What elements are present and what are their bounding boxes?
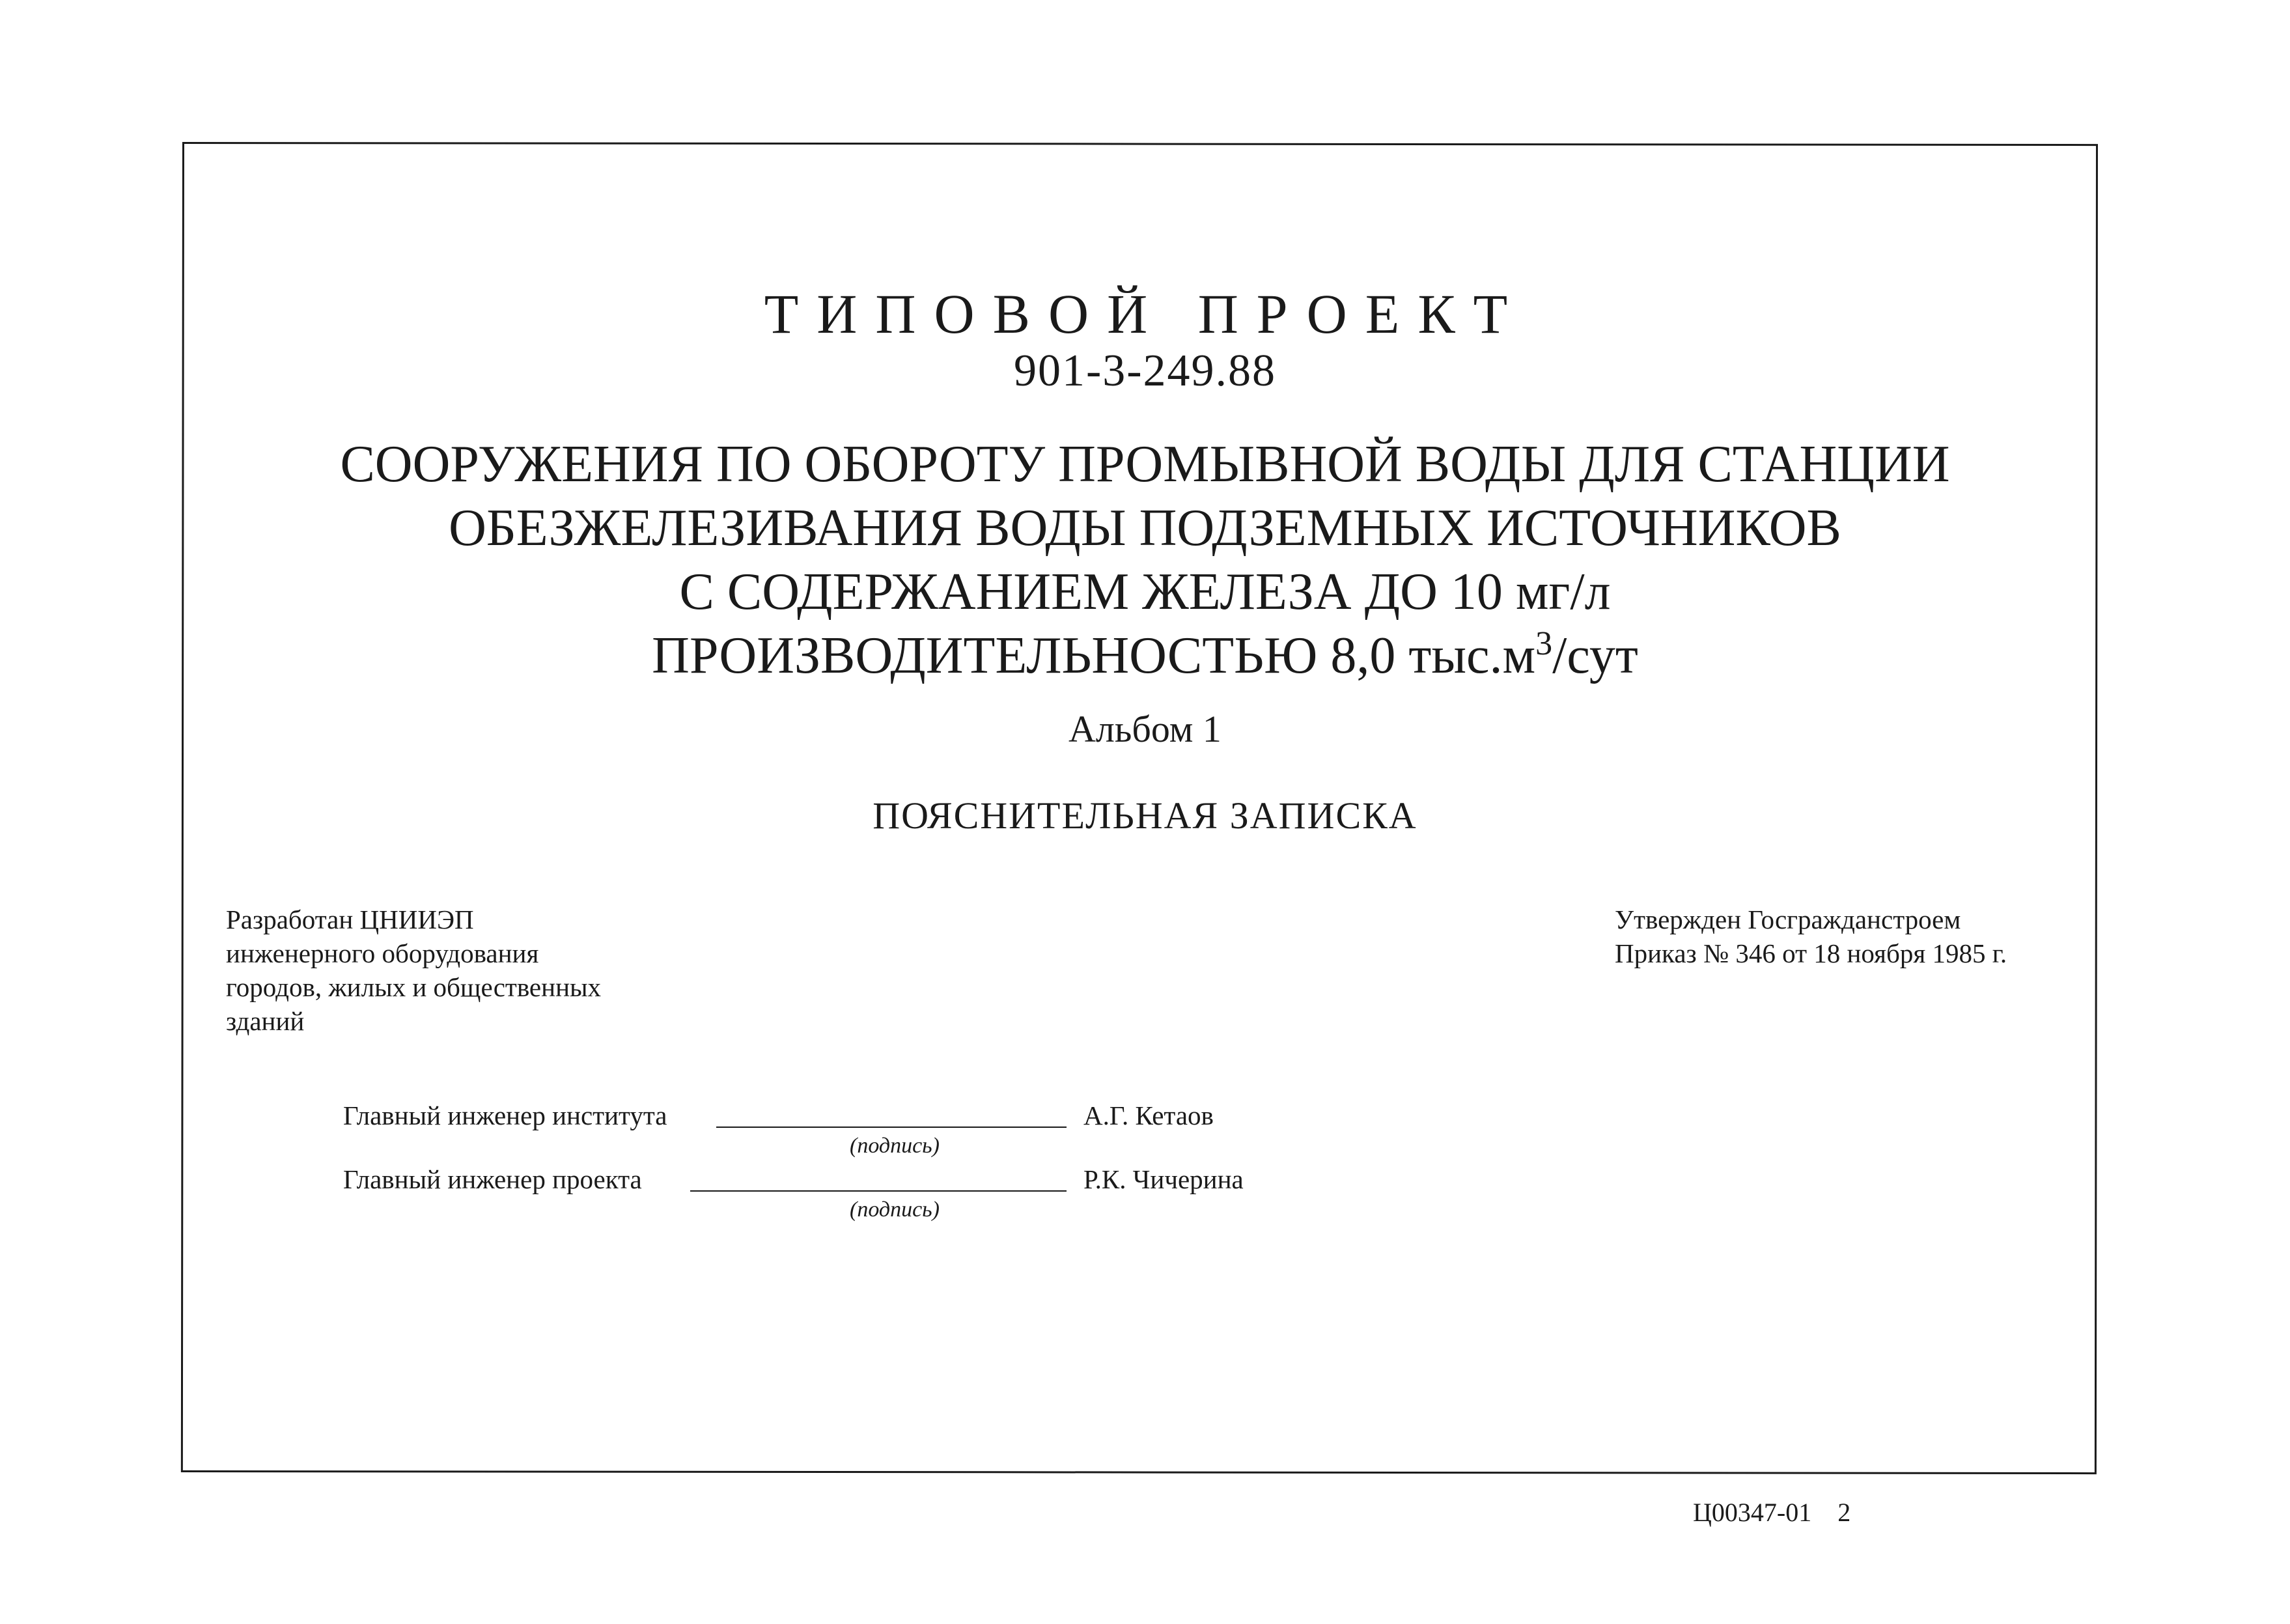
capacity-prefix: ПРОИЗВОДИТЕЛЬНОСТЬЮ 8,0 тыс.м xyxy=(652,627,1536,684)
signature-line xyxy=(690,1190,1067,1192)
developer-line: Разработан ЦНИИЭП xyxy=(226,904,474,934)
approval-block xyxy=(1615,903,2007,970)
capacity-suffix: /сут xyxy=(1552,627,1638,684)
main-title-line: ОБЕЗЖЕЛЕЗИВАНИЯ ВОДЫ ПОДЗЕМНЫХ ИСТОЧНИКОВ xyxy=(449,499,1841,557)
document-subtitle: ПОЯСНИТЕЛЬНАЯ ЗАПИСКА xyxy=(873,794,1417,837)
developer-line: инженерного оборудования xyxy=(226,938,539,968)
signature-caption: (подпись) xyxy=(850,1197,940,1222)
main-title-line: СООРУЖЕНИЯ ПО ОБОРОТУ ПРОМЫВНОЙ ВОДЫ ДЛЯ СТАНЦИИ xyxy=(340,436,1950,493)
developer-block xyxy=(226,903,601,1038)
main-title-line: С СОДЕРЖАНИЕМ ЖЕЛЕЗА ДО 10 мг/л xyxy=(679,563,1611,621)
main-title xyxy=(0,432,2290,688)
developer-line: городов, жилых и общественных xyxy=(226,972,602,1002)
signature-caption: (подпись) xyxy=(850,1134,940,1158)
capacity-line xyxy=(0,624,2290,688)
document-code: Ц00347-01 xyxy=(1693,1498,1812,1527)
signature-role-label: Главный инженер института xyxy=(343,1100,667,1130)
signature-role-label: Главный инженер проекта xyxy=(343,1164,642,1194)
approval-line: Приказ № 346 от 18 ноября 1985 г. xyxy=(1615,938,2007,968)
developer-line: зданий xyxy=(226,1006,305,1036)
approval-line: Утвержден Госгражданстроем xyxy=(1615,904,1961,934)
document-type-title: ТИПОВОЙ ПРОЕКТ xyxy=(764,283,1526,345)
capacity-superscript: 3 xyxy=(1535,625,1553,662)
signatory-name: Р.К. Чичерина xyxy=(1083,1164,1244,1194)
signature-line xyxy=(716,1127,1067,1128)
project-number: 901-3-249.88 xyxy=(1013,346,1277,396)
signatory-name: А.Г. Кетаов xyxy=(1083,1100,1214,1130)
album-number: Альбом 1 xyxy=(1068,708,1222,750)
footer-code-block xyxy=(1693,1496,1850,1529)
sheet-number: 2 xyxy=(1837,1498,1851,1527)
